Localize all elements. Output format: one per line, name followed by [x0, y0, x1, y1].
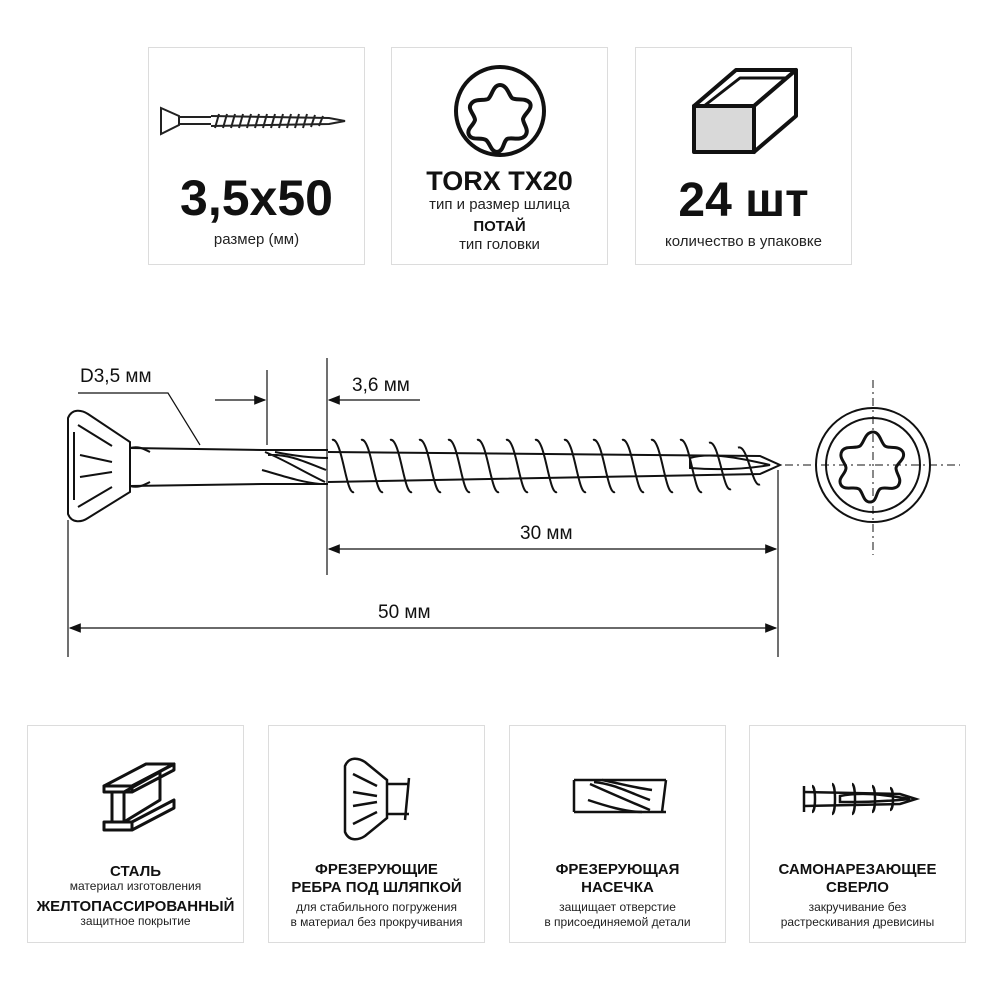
- coating-title: ЖЕЛТОПАССИРОВАННЫЙ: [36, 898, 235, 915]
- drill-tip: [690, 456, 770, 470]
- thread-turn: [419, 440, 441, 492]
- material-caption: материал изготовления: [69, 879, 202, 893]
- thread-turn: [622, 440, 644, 492]
- screw-shank: [130, 448, 262, 486]
- thread-turn: [361, 440, 383, 492]
- thread-turn: [535, 440, 557, 492]
- thread-turn: [709, 443, 731, 490]
- thread-turn: [390, 440, 412, 492]
- knurl-caption: защищает отверстие: [559, 900, 676, 914]
- drill-title-second: СВЕРЛО: [826, 879, 889, 896]
- thread-turn: [332, 440, 354, 492]
- knurl-title-second: НАСЕЧКА: [581, 879, 654, 896]
- knurl-length-label: 3,6 мм: [352, 375, 410, 396]
- total-length-label: 50 мм: [378, 602, 431, 623]
- size-value: 3,5x50: [180, 170, 333, 226]
- ribs-title: ФРЕЗЕРУЮЩИЕ: [315, 861, 438, 878]
- knurl-caption-second: в присоединяемой детали: [544, 915, 691, 929]
- drive-type-title: TORX TX20: [426, 166, 573, 196]
- thread-turn: [477, 440, 499, 492]
- size-caption: размер (мм): [213, 231, 300, 248]
- diameter-label: D3,5 мм: [80, 366, 152, 387]
- coating-caption: защитное покрытие: [80, 914, 191, 928]
- thread-turn: [506, 440, 528, 492]
- drill-caption-second: растрескивания древисины: [780, 915, 935, 929]
- drill-title: САМОНАРЕЗАЮЩЕЕ: [778, 861, 937, 878]
- drive-type-caption: тип и размер шлица: [429, 196, 570, 213]
- thread-turn: [651, 440, 673, 492]
- ribs-caption-second: в материал без прокручивания: [290, 915, 463, 929]
- head-type-title: ПОТАЙ: [473, 218, 526, 235]
- material-title: СТАЛЬ: [110, 863, 161, 880]
- ribs-caption: для стабильного погружения: [296, 900, 457, 914]
- thread-turn: [593, 440, 615, 492]
- ribs-card: [268, 725, 485, 943]
- knurl-title: ФРЕЗЕРУЮЩАЯ: [555, 861, 680, 878]
- drill-caption: закручивание без: [808, 900, 907, 914]
- screw-head: [68, 411, 130, 522]
- thread-turn: [448, 440, 470, 492]
- knurl-card: [509, 725, 726, 943]
- head-type-caption: тип головки: [459, 236, 540, 253]
- ribs-title-second: РЕБРА ПОД ШЛЯПКОЙ: [291, 879, 462, 896]
- thread-length-label: 30 мм: [520, 523, 573, 544]
- drill-card: [749, 725, 966, 943]
- quantity-value: 24 шт: [678, 174, 809, 227]
- thread-turn: [564, 440, 586, 492]
- material-card: [27, 725, 244, 943]
- quantity-caption: количество в упаковке: [665, 233, 822, 250]
